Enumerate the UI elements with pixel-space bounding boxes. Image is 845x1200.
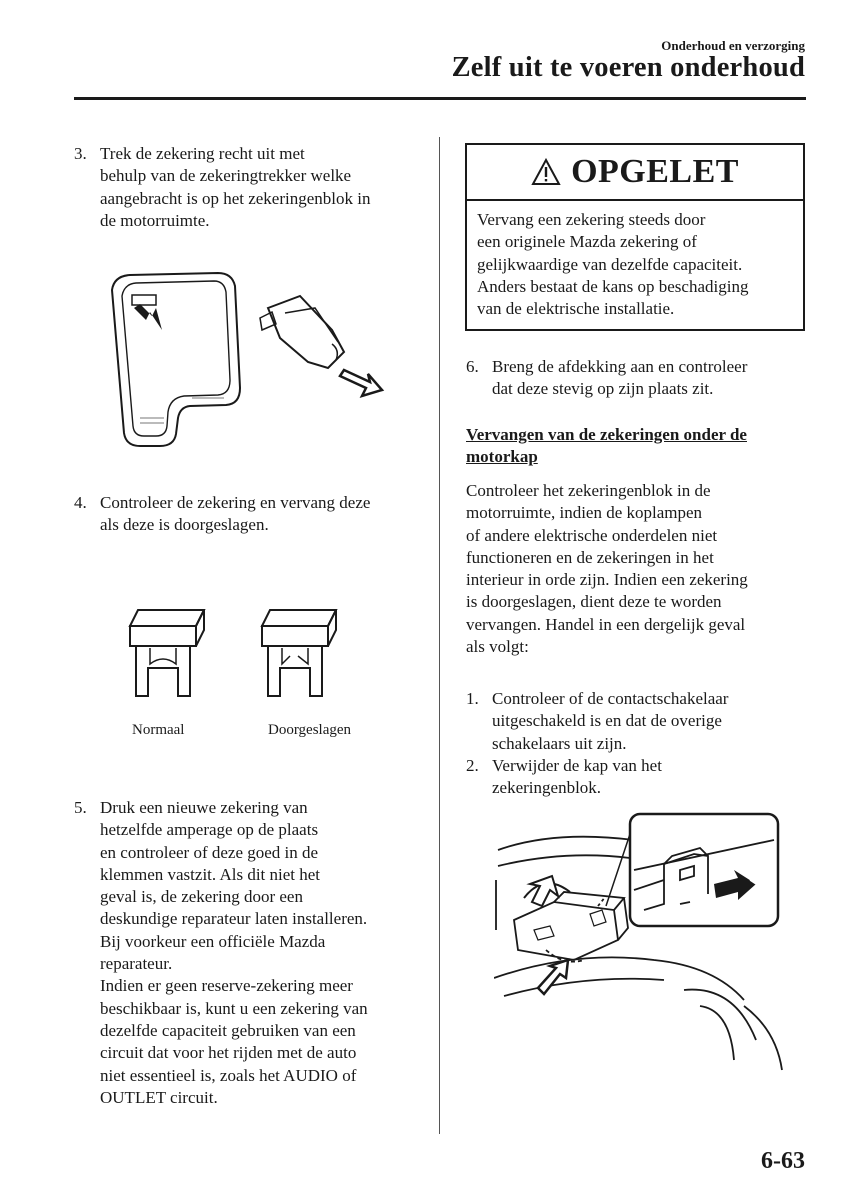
section-label: Onderhoud en verzorging [661,38,805,53]
column-divider [439,137,440,1134]
step-text: Verwijder de kap van het zekeringenblok. [492,756,662,798]
step-number: 6. [466,357,479,376]
step-number: 5. [74,798,87,817]
caption-normal: Normaal [132,722,185,738]
sub-step-1 [466,688,806,755]
fuse-puller-illustration [100,268,410,458]
step-number: 1. [466,689,479,708]
step-text: Trek de zekering recht uit met behulp van de zekeringtrekker welke aangebracht is op het zekeringenblok in de motorruimte. [100,144,371,230]
step-number: 4. [74,493,87,512]
step-4 [74,492,424,537]
body-paragraph: Controleer het zekeringenblok in de motorruimte, indien de koplampen of andere elektrische onderdelen niet functioneren en de zekeringen in het interieur in orde zijn. Indien een zekering is doorgeslagen, dient deze te worden vervangen. Handel in een dergelijk geval als volgt: [466,481,748,657]
warning-triangle-icon [531,158,561,186]
step-text: Druk een nieuwe zekering van hetzelfde amperage op de plaats en controleer of deze goed in de klemmen vastzit. Als dit niet het geval is, de zekering door een deskundige reparateur laten installeren. Bij voorkeur een officiële Mazda reparateur. Indien er geen reserve-zekering meer beschikbaar is, kunt u een zekering van dezelfde capaciteit gebruiken van een circuit dat voor het rijden met de auto niet essentieel is, zoals het AUDIO of OUTLET circuit. [100,798,368,1107]
step-text: Controleer de zekering en vervang deze als deze is doorgeslagen. [100,493,371,535]
step-6 [466,356,806,401]
step-number: 3. [74,144,87,163]
step-3 [74,143,424,232]
warning-title: OPGELET [571,153,739,190]
engine-fuse-block-illustration [494,810,786,1072]
section-heading: Vervangen van de zekeringen onder de motorkap [466,425,747,467]
caption-blown: Doorgeslagen [268,722,352,738]
blown-fuse-illustration [258,606,340,701]
warning-text: Vervang een zekering steeds door een originele Mazda zekering of gelijkwaardige van dezelfde capaciteit. Anders bestaat de kans op beschadiging van de elektrische installatie. [477,210,749,319]
normal-fuse-illustration [126,606,208,701]
header-rule [74,97,806,100]
page-title: Zelf uit te voeren onderhoud [451,52,805,83]
fuse-puller-graphic [268,296,344,368]
warning-box [465,143,805,331]
sub-step-2 [466,755,806,800]
page-number: 6-63 [761,1148,805,1174]
step-text: Controleer of de contactschakelaar uitgeschakeld is en dat de overige schakelaars uit zijn. [492,689,729,753]
warning-header [467,145,803,201]
step-number: 2. [466,756,479,775]
step-5 [74,797,424,1109]
step-text: Breng de afdekking aan en controleer dat deze stevig op zijn plaats zit. [492,357,748,399]
